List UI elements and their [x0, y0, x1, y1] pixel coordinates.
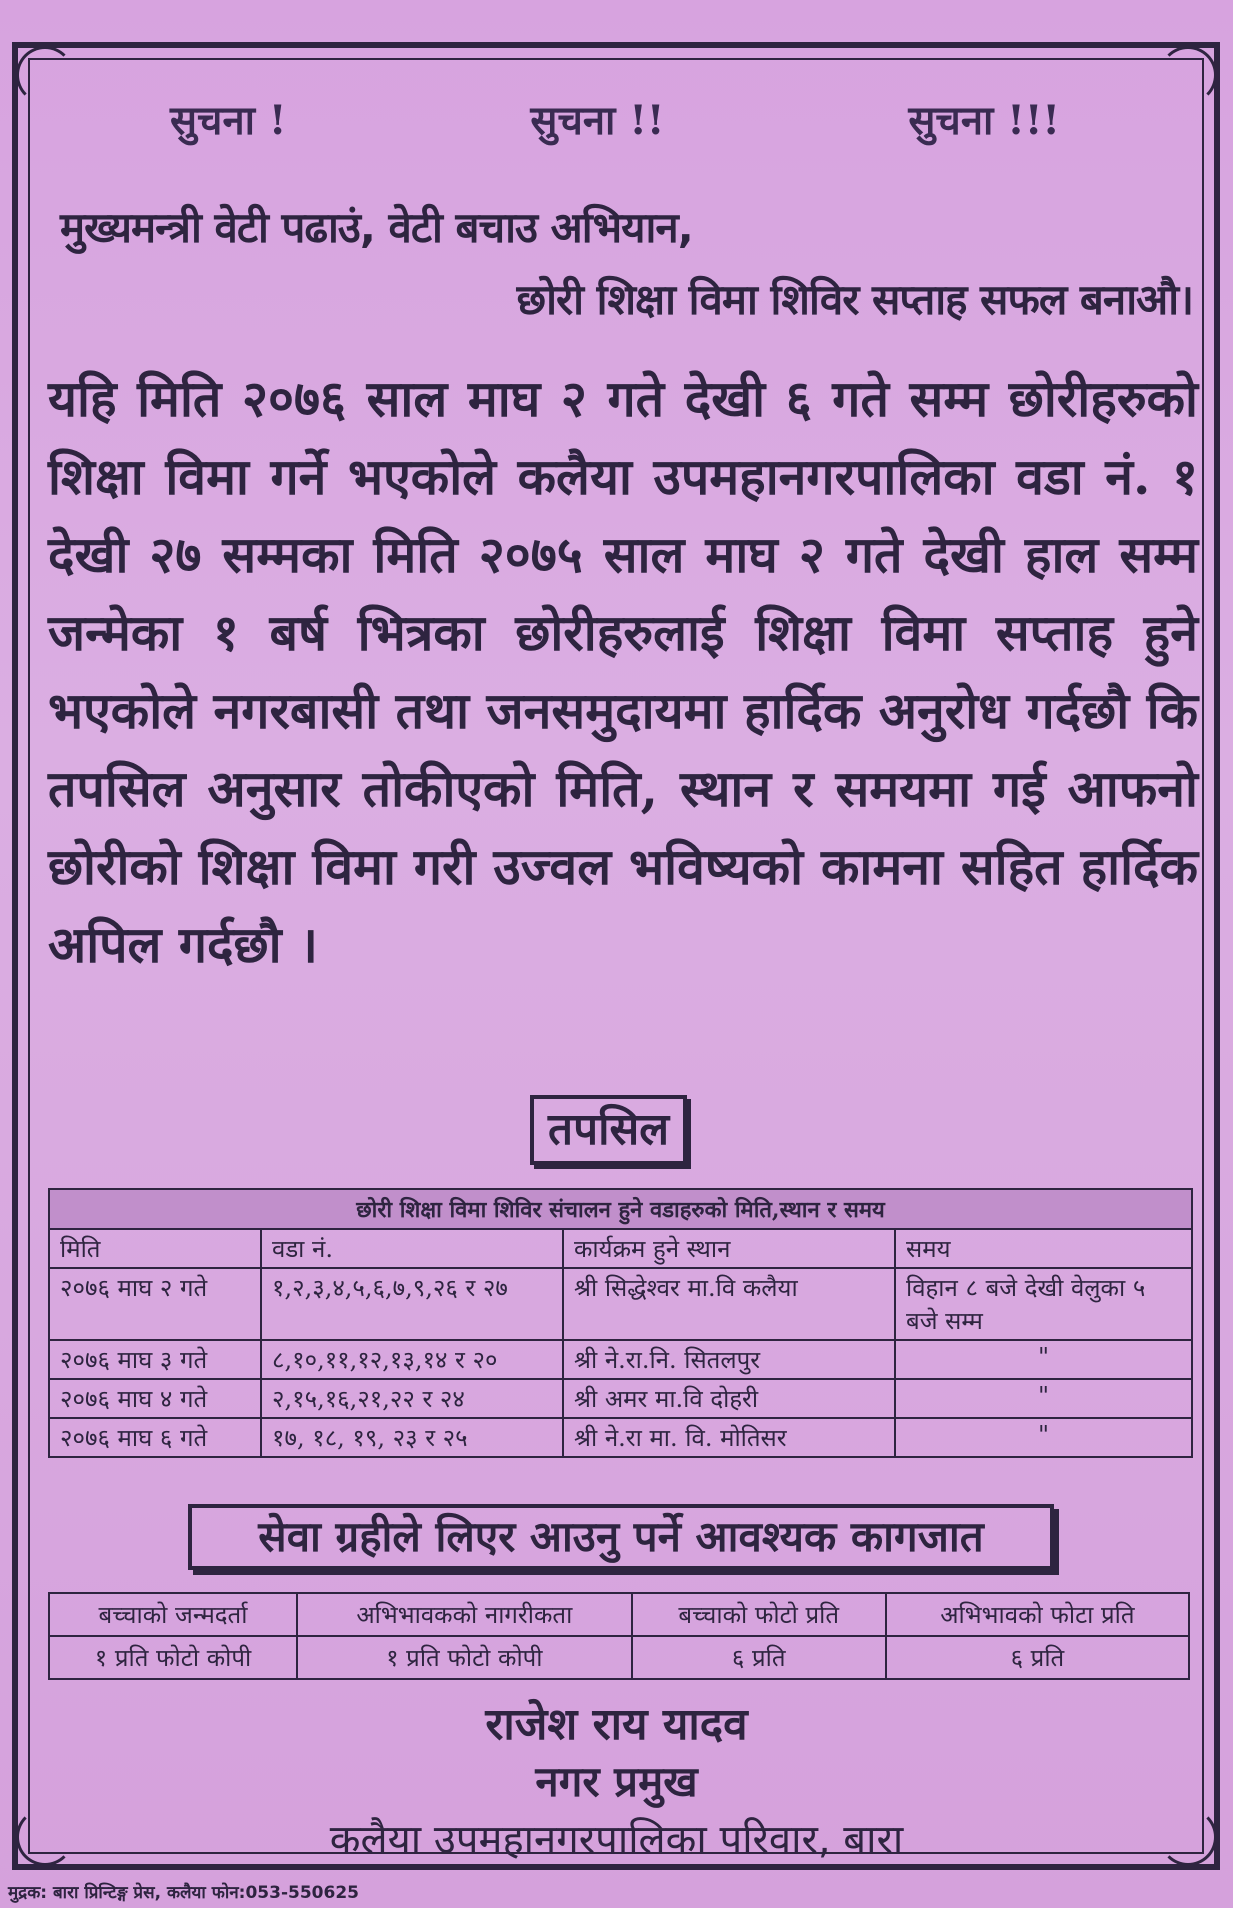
body-text: गर्ने भएकोले कलैया उपमहानगरपालिका वडा नं. १ देखी २७ सम्मका मिति २०७५ साल माघ २ गते देखी हाल सम्म जन्मेका १ बर्ष भित्रका छोरीहरुलाई — [48, 447, 1198, 662]
organization-name: कलैया उपमहानगरपालिका परिवार, बारा — [329, 1817, 904, 1863]
column-header: मिति — [49, 1229, 261, 1268]
notice-heading: सुचना !! — [530, 96, 665, 144]
campaign-title: मुख्यमन्त्री वेटी पढाउं, वेटी बचाउ अभियान, — [60, 203, 693, 252]
printer-credit: मुद्रक: बारा प्रिन्टिङ्ग प्रेस, कलैया फोन:053-550625 — [8, 1883, 359, 1903]
table-cell: ६ प्रति — [886, 1636, 1189, 1679]
table-cell: १,२,३,४,५,६,७,९,२६ र २७ — [261, 1268, 563, 1340]
column-header: समय — [895, 1229, 1192, 1268]
table-cell: श्री अमर मा.वि दोहरी — [563, 1379, 895, 1418]
documents-table — [48, 1592, 1190, 1680]
schedule-header-row — [49, 1229, 1192, 1268]
documents-header-row — [49, 1593, 1189, 1636]
table-cell: " — [895, 1340, 1192, 1379]
column-header: बच्चाको जन्मदर्ता — [49, 1593, 297, 1636]
schedule-caption: छोरी शिक्षा विमा शिविर संचालन हुने वडाहरुको मिति,स्थान र समय — [49, 1189, 1192, 1229]
notice-body — [48, 360, 1198, 984]
notice-heading: सुचना ! — [170, 96, 287, 144]
body-text: हुने भएकोले नगरबासी तथा जनसमुदायमा हार्दिक अनुरोध गर्दछौ कि तपसिल अनुसार तोकीएको मिति, स्थान र समयमा गई आफनो छोरीको शिक्षा विमा गरी उज्वल भविष्यको कामना सहित हार्दिक अपिल गर्दछौ । — [48, 603, 1198, 974]
table-row — [49, 1340, 1192, 1379]
signatory-title: नगर प्रमुख — [535, 1757, 698, 1806]
campaign-subtitle: छोरी शिक्षा विमा शिविर सप्ताह सफल बनाऔ। — [516, 275, 1193, 324]
schedule-table — [48, 1188, 1193, 1458]
table-cell: २,१५,१६,२१,२२ र २४ — [261, 1379, 563, 1418]
table-cell: १ प्रति फोटो कोपी — [49, 1636, 297, 1679]
table-cell: " — [895, 1418, 1192, 1457]
tapsil-label: तपसिल — [530, 1095, 687, 1165]
column-header: बच्चाको फोटो प्रति — [632, 1593, 886, 1636]
table-cell: ६ प्रति — [632, 1636, 886, 1679]
table-cell: १ प्रति फोटो कोपी — [297, 1636, 632, 1679]
table-cell: ८,१०,११,१२,१३,१४ र २० — [261, 1340, 563, 1379]
table-row — [49, 1636, 1189, 1679]
table-cell: विहान ८ बजे देखी वेलुका ५ बजे सम्म — [895, 1268, 1192, 1340]
column-header: वडा नं. — [261, 1229, 563, 1268]
body-highlight: शिक्षा विमा सप्ताह — [755, 604, 1114, 662]
table-cell: २०७६ माघ ३ गते — [49, 1340, 261, 1379]
column-header: कार्यक्रम हुने स्थान — [563, 1229, 895, 1268]
table-cell: २०७६ माघ ४ गते — [49, 1379, 261, 1418]
table-cell: श्री ने.रा.नि. सितलपुर — [563, 1340, 895, 1379]
column-header: अभिभावको फोटा प्रति — [886, 1593, 1189, 1636]
table-cell: २०७६ माघ २ गते — [49, 1268, 261, 1340]
notice-heading-row — [60, 88, 1170, 148]
column-header: अभिभावकको नागरीकता — [297, 1593, 632, 1636]
table-row — [49, 1379, 1192, 1418]
table-row — [49, 1268, 1192, 1340]
table-cell: श्री ने.रा मा. वि. मोतिसर — [563, 1418, 895, 1457]
table-cell: श्री सिद्धेश्वर मा.वि कलैया — [563, 1268, 895, 1340]
table-cell: २०७६ माघ ६ गते — [49, 1418, 261, 1457]
notice-heading: सुचना !!! — [908, 96, 1060, 144]
body-text: यहि मिति २०७६ साल माघ २ गते देखी ६ गते सम्म — [48, 369, 1009, 428]
documents-title: सेवा ग्रहीले लिएर आउनु पर्ने आवश्यक कागजात — [188, 1504, 1054, 1570]
signatory-name: राजेश राय यादव — [485, 1699, 748, 1750]
table-cell: " — [895, 1379, 1192, 1418]
table-row — [49, 1418, 1192, 1457]
body-highlight: छोरीहरुको शिक्षा विमा — [48, 370, 1198, 506]
table-cell: १७, १८, १९, २३ र २५ — [261, 1418, 563, 1457]
